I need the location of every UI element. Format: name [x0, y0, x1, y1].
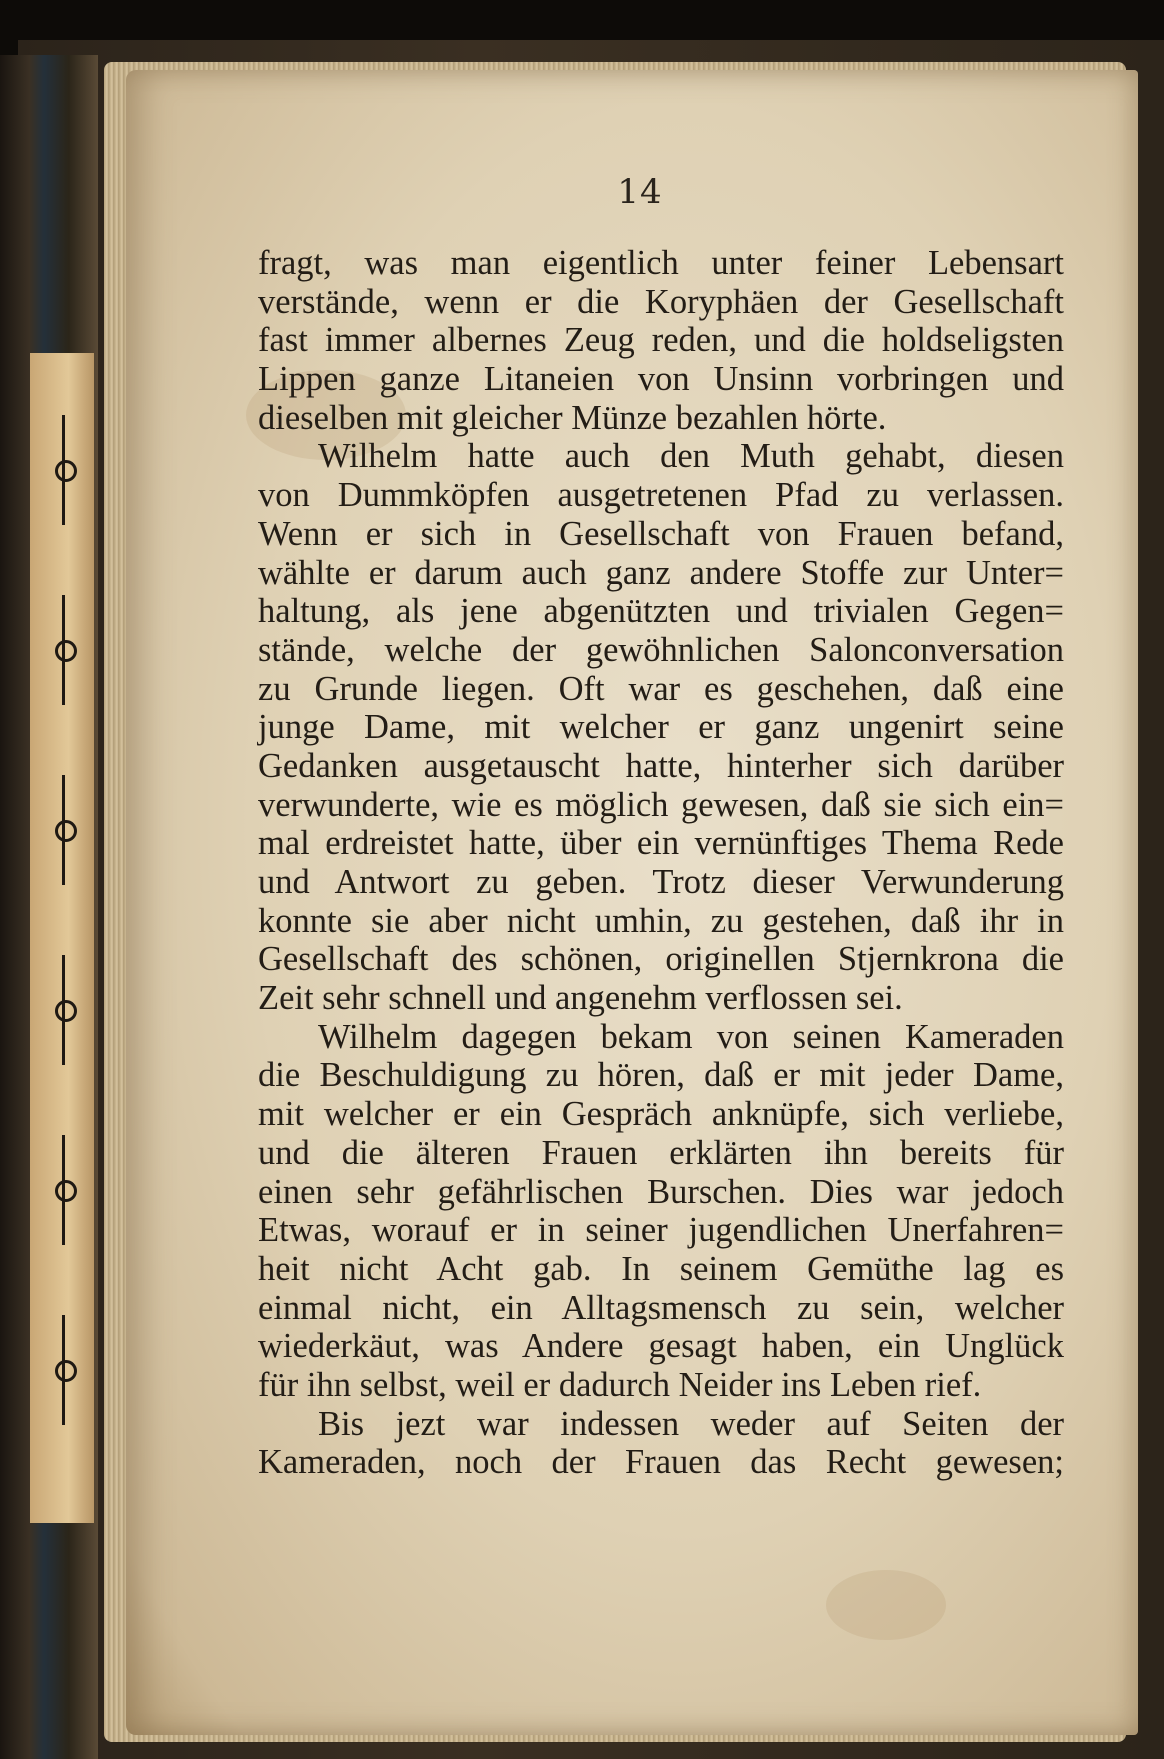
- text-line: mit welcher er ein Gespräch anknüpfe, sich verliebe,: [258, 1095, 1064, 1134]
- spine-ornament: [62, 775, 105, 885]
- text-line: und Antwort zu geben. Trotz dieser Verwunderung: [258, 863, 1064, 901]
- book-spine: [0, 55, 98, 1759]
- text-line: konnte sie aber nicht umhin, zu gestehen, daß ihr in: [258, 901, 1064, 940]
- text-line: Etwas, worauf er in seiner jugendlichen Unerfahren=: [258, 1211, 1064, 1250]
- spine-ornament: [62, 1135, 105, 1245]
- text-line: fragt, was man eigentlich unter feiner Lebensart: [258, 244, 1064, 282]
- text-line: Bis jezt war indessen weder auf Seiten der: [318, 1404, 1064, 1443]
- text-line: stände, welche der gewöhnlichen Salonconversation: [258, 630, 1064, 669]
- spine-ornament: [62, 415, 105, 525]
- text-line: einen sehr gefährlischen Burschen. Dies war jedoch: [258, 1172, 1064, 1211]
- page-number: 14: [617, 172, 663, 212]
- text-line: heit nicht Acht gab. In seinem Gemüthe lag es: [258, 1249, 1064, 1288]
- text-line: junge Dame, mit welcher er ganz ungenirt seine: [258, 708, 1064, 747]
- text-line: fast immer albernes Zeug reden, und die holdseligsten: [258, 321, 1064, 360]
- text-line: Wenn er sich in Gesellschaft von Frauen befand,: [258, 514, 1064, 553]
- text-line: für ihn selbst, weil er dadurch Neider ins Leben rief.: [258, 1365, 982, 1404]
- text-line: mal erdreistet hatte, über ein vernünftiges Thema Rede: [258, 824, 1064, 863]
- body-text: [258, 244, 1064, 1482]
- spine-ornament: [62, 595, 105, 705]
- text-line: von Dummköpfen ausgetretenen Pfad zu verlassen.: [258, 476, 1064, 515]
- text-line: Wilhelm hatte auch den Muth gehabt, diesen: [318, 437, 1064, 476]
- text-line: zu Grunde liegen. Oft war es geschehen, daß eine: [258, 669, 1064, 708]
- text-line: wählte er darum auch ganz andere Stoffe zur Unter=: [258, 553, 1064, 592]
- text-line: wiederkäut, was Andere gesagt haben, ein Unglück: [258, 1327, 1064, 1366]
- paper-stain: [826, 1570, 946, 1640]
- text-line: verwunderte, wie es möglich gewesen, daß sie sich ein=: [258, 785, 1064, 824]
- text-line: verstände, wenn er die Koryphäen der Gesellschaft: [258, 282, 1064, 321]
- text-line: und die älteren Frauen erklärten ihn bereits für: [258, 1133, 1064, 1172]
- text-line: Kameraden, noch der Frauen das Recht gewesen;: [258, 1443, 1064, 1482]
- spine-ornament: [62, 1315, 105, 1425]
- text-line: Lippen ganze Litaneien von Unsinn vorbringen und: [258, 360, 1064, 399]
- text-line: dieselben mit gleicher Münze bezahlen hörte.: [258, 398, 887, 437]
- text-line: einmal nicht, ein Alltagsmensch zu sein, welcher: [258, 1288, 1064, 1327]
- text-line: Gedanken ausgetauscht hatte, hinterher sich darüber: [258, 746, 1064, 785]
- text-line: Wilhelm dagegen bekam von seinen Kameraden: [318, 1017, 1064, 1056]
- text-line: Zeit sehr schnell und angenehm verflossen sei.: [258, 979, 903, 1018]
- text-line: haltung, als jene abgenützten und trivialen Gegen=: [258, 592, 1064, 631]
- text-line: die Beschuldigung zu hören, daß er mit jeder Dame,: [258, 1056, 1064, 1095]
- spine-ornament: [62, 955, 105, 1065]
- text-line: Gesellschaft des schönen, originellen Stjernkrona die: [258, 940, 1064, 979]
